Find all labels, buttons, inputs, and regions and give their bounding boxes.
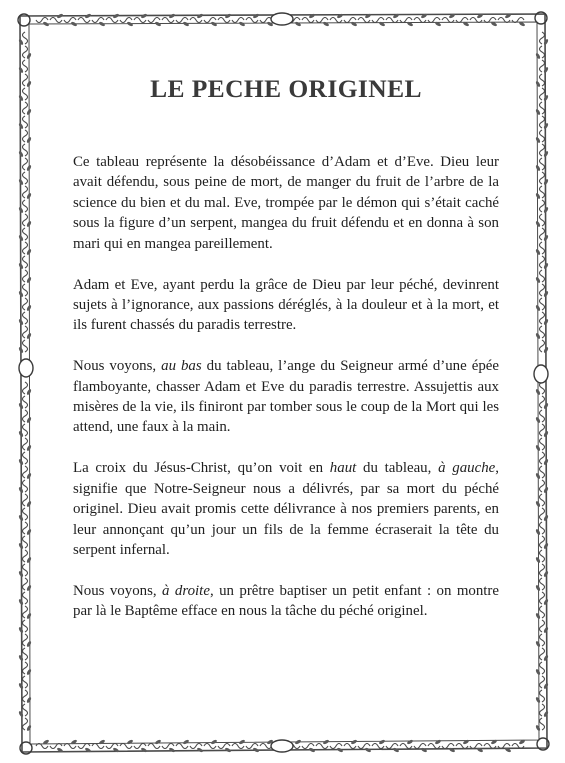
emphasized-text: à droite	[162, 582, 210, 599]
document-body	[73, 66, 499, 642]
paragraph-text: , signifie que Notre-Seigneur nous a délivrés, par sa mort du péché originel. Dieu avait promis cette délivrance à nos premiers parents, en leur annonçant qu’un jour un fils de la femme écraserait la tête du serpent infernal.	[73, 460, 499, 558]
paragraph-text: , un prêtre baptiser un petit enfant : on montre par là le Baptême efface en nous la tâche du péché originel.	[73, 582, 499, 620]
paragraph-3	[73, 356, 499, 438]
emphasized-text: au bas	[161, 358, 202, 375]
paragraph-text: Nous voyons,	[73, 358, 162, 375]
emphasized-text: à gauche	[438, 460, 496, 477]
paragraph-text: du tableau,	[356, 460, 439, 477]
paragraph-text: Adam et Eve, ayant perdu la grâce de Dieu par leur péché, devinrent sujets à l’ignorance, aux passions déréglés, à la douleur et à la mort, et ils furent chassés du paradis terrestre.	[73, 276, 499, 334]
paragraph-4	[73, 458, 499, 560]
emphasized-text: haut	[329, 460, 357, 477]
paragraph-list	[73, 152, 499, 622]
paragraph-5	[73, 581, 499, 622]
page-title: LE PECHE ORIGINEL	[150, 74, 422, 103]
paragraph-1	[73, 152, 499, 254]
paragraph-2	[73, 275, 499, 336]
paragraph-text: du tableau, l’ange du Seigneur armé d’une épée flamboyante, chasser Adam et Eve du paradis terrestre. Assujettis aux misères de la vie, ils finiront par tomber sous le coup de la Mort qui les attend, une faux à la main.	[73, 358, 499, 436]
paragraph-text: Ce tableau représente la désobéissance d’Adam et d’Eve. Dieu leur avait défendu, sous peine de mort, de manger du fruit de l’arbre de la science du bien et du mal. Eve, trompée par le démon qui s’était caché sous la figure d’un serpent, mangea du fruit défendu et en donna à son mari qui en mangea pareillement.	[73, 154, 499, 252]
paragraph-text: Nous voyons,	[73, 582, 163, 599]
paragraph-text: La croix du Jésus-Christ, qu’on voit en	[73, 460, 330, 477]
